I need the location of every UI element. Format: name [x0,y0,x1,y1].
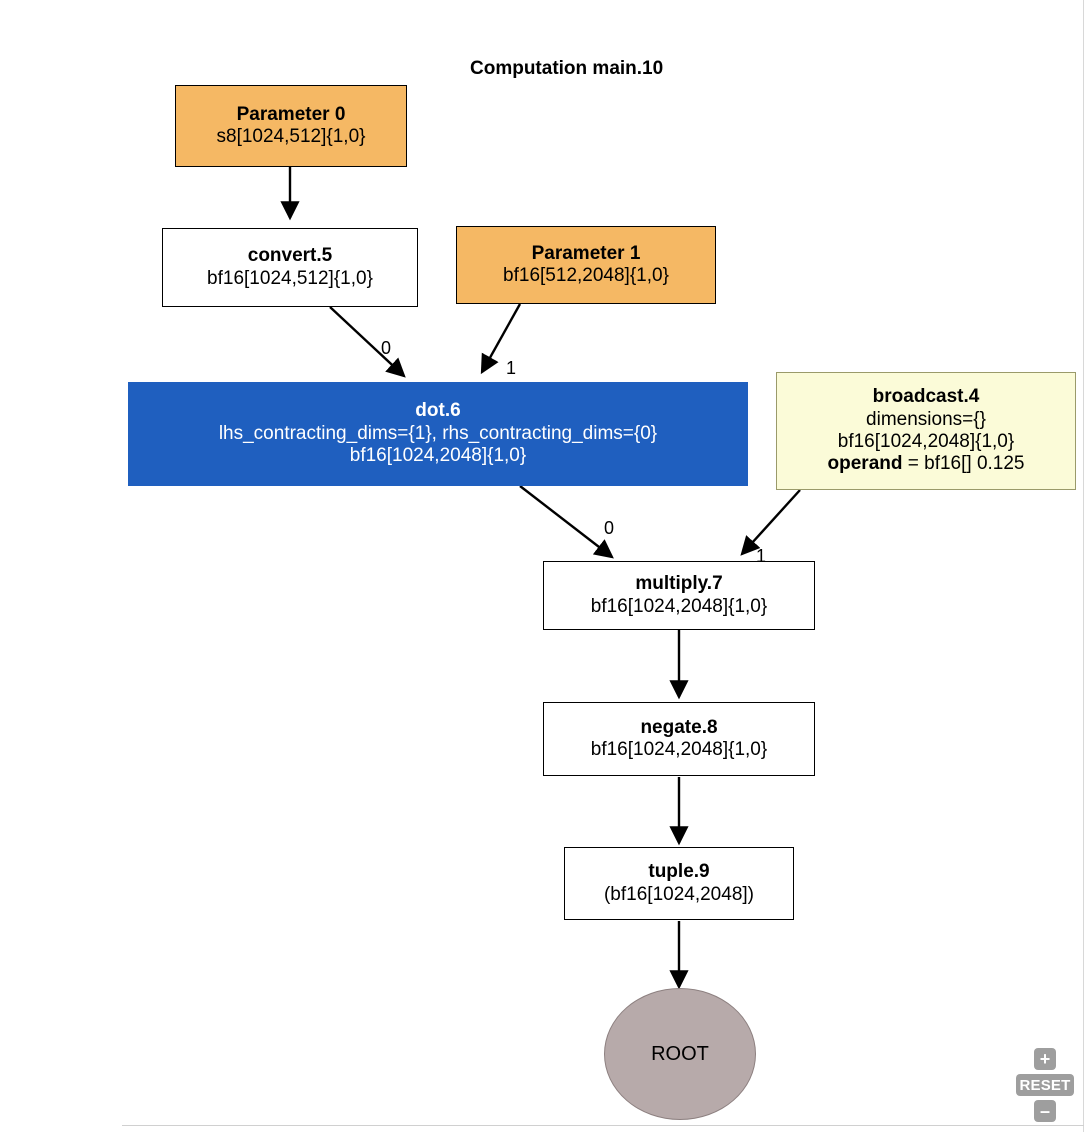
edge-label-broadcast-to-multiply: 1 [756,546,767,566]
node-broadcast-4[interactable] [776,372,1076,490]
node-negate-8[interactable] [543,702,815,776]
node-parameter-1-title: Parameter 1 [531,242,641,264]
node-convert-5-title: convert.5 [247,245,333,267]
node-multiply-7-title: multiply.7 [635,573,723,595]
node-negate-8-shape: bf16[1024,2048]{1,0} [590,739,768,760]
zoom-out-button[interactable]: – [1034,1100,1056,1122]
node-multiply-7[interactable] [543,561,815,630]
node-broadcast-4-dimensions: dimensions={} [866,408,986,430]
node-tuple-9[interactable] [564,847,794,920]
graph-title: Computation main.10 [470,58,664,79]
zoom-controls[interactable] [1016,1048,1074,1122]
node-negate-8-title: negate.8 [640,716,718,738]
node-broadcast-4-operand-key: operand [827,453,903,475]
node-tuple-9-shape: (bf16[1024,2048]) [603,883,754,905]
node-root[interactable] [604,988,756,1120]
node-tuple-9-title: tuple.9 [648,861,710,883]
node-parameter-1[interactable] [456,226,716,304]
node-dot-6-shape: bf16[1024,2048]{1,0} [349,445,527,467]
node-convert-5[interactable] [162,228,418,307]
node-dot-6[interactable] [128,382,748,486]
zoom-in-button[interactable]: + [1034,1048,1056,1070]
node-broadcast-4-shape: bf16[1024,2048]{1,0} [837,431,1015,452]
edge-label-dot-to-multiply: 0 [604,518,615,538]
node-parameter-0[interactable] [175,85,407,167]
node-broadcast-4-operand [828,453,1025,475]
node-dot-6-title: dot.6 [415,400,461,422]
node-parameter-0-shape: s8[1024,512]{1,0} [216,126,366,147]
node-parameter-0-title: Parameter 0 [236,103,346,125]
node-root-label: ROOT [651,1042,709,1065]
node-parameter-1-shape: bf16[512,2048]{1,0} [503,265,669,286]
edge-label-param1-to-dot: 1 [506,358,517,378]
node-broadcast-4-title: broadcast.4 [872,386,980,408]
node-multiply-7-shape: bf16[1024,2048]{1,0} [590,595,768,617]
node-convert-5-shape: bf16[1024,512]{1,0} [207,267,373,289]
node-dot-6-dims: lhs_contracting_dims={1}, rhs_contracting_dims={0} [218,422,658,444]
zoom-reset-button[interactable]: RESET [1016,1074,1074,1096]
node-broadcast-4-operand-value: = bf16[] 0.125 [902,453,1025,475]
edge-label-convert-to-dot: 0 [381,338,392,358]
